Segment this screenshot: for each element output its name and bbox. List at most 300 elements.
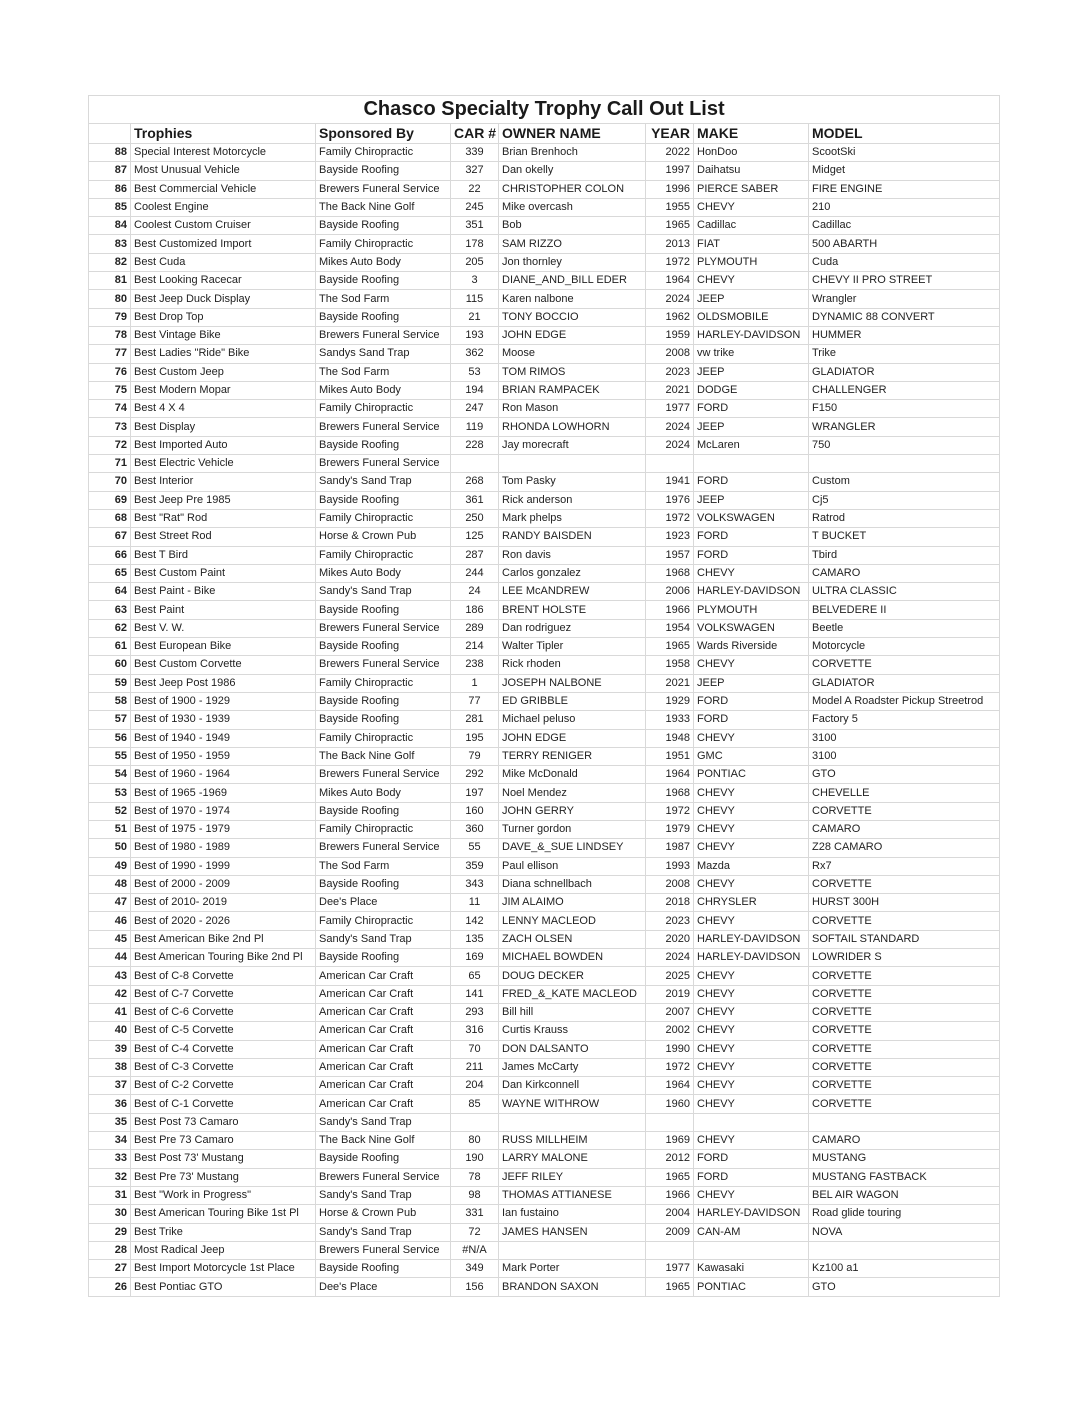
cell-trophy: Best Display <box>131 418 316 436</box>
table-row <box>89 455 1000 473</box>
cell-sponsor: Brewers Funeral Service <box>316 418 451 436</box>
cell-trophy-number: 36 <box>89 1095 131 1113</box>
cell-trophy: Best Custom Jeep <box>131 363 316 381</box>
cell-owner-name: Bob <box>499 217 646 235</box>
cell-model: CHALLENGER <box>809 381 1000 399</box>
cell-trophy: Most Unusual Vehicle <box>131 162 316 180</box>
cell-trophy-number: 41 <box>89 1003 131 1021</box>
cell-trophy: Special Interest Motorcycle <box>131 144 316 162</box>
cell-trophy-number: 84 <box>89 217 131 235</box>
cell-make: vw trike <box>694 345 809 363</box>
cell-model: GLADIATOR <box>809 363 1000 381</box>
cell-car-number <box>451 455 499 473</box>
cell-car-number: 281 <box>451 711 499 729</box>
cell-year: 1948 <box>646 729 694 747</box>
cell-year: 1964 <box>646 1077 694 1095</box>
cell-sponsor: Family Chiropractic <box>316 912 451 930</box>
cell-trophy-number: 59 <box>89 674 131 692</box>
cell-year: 1993 <box>646 857 694 875</box>
cell-year: 1972 <box>646 509 694 527</box>
cell-trophy: Best Custom Paint <box>131 564 316 582</box>
cell-trophy-number: 67 <box>89 528 131 546</box>
cell-trophy-number: 54 <box>89 766 131 784</box>
cell-make: JEEP <box>694 491 809 509</box>
table-row <box>89 1022 1000 1040</box>
cell-trophy-number: 64 <box>89 583 131 601</box>
cell-year: 2023 <box>646 912 694 930</box>
cell-make: CHRYSLER <box>694 894 809 912</box>
cell-model: CORVETTE <box>809 1003 1000 1021</box>
cell-make: DODGE <box>694 381 809 399</box>
cell-model: CORVETTE <box>809 1095 1000 1113</box>
cell-year: 1977 <box>646 400 694 418</box>
cell-trophy: Coolest Engine <box>131 198 316 216</box>
cell-trophy: Best Imported Auto <box>131 436 316 454</box>
cell-trophy: Best Custom Corvette <box>131 656 316 674</box>
cell-year: 1990 <box>646 1040 694 1058</box>
cell-sponsor: American Car Craft <box>316 967 451 985</box>
cell-model: NOVA <box>809 1223 1000 1241</box>
cell-car-number: 360 <box>451 820 499 838</box>
cell-trophy: Best Import Motorcycle 1st Place <box>131 1260 316 1278</box>
cell-make: CHEVY <box>694 1058 809 1076</box>
cell-car-number: 351 <box>451 217 499 235</box>
cell-year: 2009 <box>646 1223 694 1241</box>
cell-car-number: 349 <box>451 1260 499 1278</box>
cell-sponsor: Sandy's Sand Trap <box>316 473 451 491</box>
cell-car-number: 24 <box>451 583 499 601</box>
cell-make: CHEVY <box>694 912 809 930</box>
table-row <box>89 1168 1000 1186</box>
cell-make: CHEVY <box>694 839 809 857</box>
cell-car-number: 72 <box>451 1223 499 1241</box>
cell-trophy: Best European Bike <box>131 638 316 656</box>
cell-owner-name: Moose <box>499 345 646 363</box>
cell-make: FORD <box>694 473 809 491</box>
cell-sponsor: Family Chiropractic <box>316 144 451 162</box>
cell-trophy-number: 76 <box>89 363 131 381</box>
cell-car-number: 141 <box>451 985 499 1003</box>
cell-make: PIERCE SABER <box>694 180 809 198</box>
cell-car-number: 287 <box>451 546 499 564</box>
cell-sponsor: Sandy's Sand Trap <box>316 930 451 948</box>
cell-owner-name: Karen nalbone <box>499 290 646 308</box>
cell-sponsor: Bayside Roofing <box>316 217 451 235</box>
cell-owner-name: TERRY RENIGER <box>499 747 646 765</box>
cell-car-number: 244 <box>451 564 499 582</box>
cell-trophy: Best T Bird <box>131 546 316 564</box>
cell-owner-name: THOMAS ATTIANESE <box>499 1186 646 1204</box>
cell-sponsor: American Car Craft <box>316 1040 451 1058</box>
cell-trophy-number: 56 <box>89 729 131 747</box>
cell-year: 2020 <box>646 930 694 948</box>
cell-model: Beetle <box>809 619 1000 637</box>
cell-owner-name: Mike McDonald <box>499 766 646 784</box>
cell-model: Tbird <box>809 546 1000 564</box>
cell-trophy-number: 60 <box>89 656 131 674</box>
cell-owner-name: BRIAN RAMPACEK <box>499 381 646 399</box>
cell-sponsor: American Car Craft <box>316 1095 451 1113</box>
cell-model: MUSTANG FASTBACK <box>809 1168 1000 1186</box>
cell-model <box>809 1241 1000 1259</box>
cell-model: Wrangler <box>809 290 1000 308</box>
cell-sponsor: Brewers Funeral Service <box>316 619 451 637</box>
cell-trophy: Best of 1940 - 1949 <box>131 729 316 747</box>
cell-car-number: 65 <box>451 967 499 985</box>
cell-year: 1966 <box>646 1186 694 1204</box>
table-row <box>89 326 1000 344</box>
cell-sponsor: Bayside Roofing <box>316 436 451 454</box>
cell-trophy-number: 46 <box>89 912 131 930</box>
cell-sponsor: Bayside Roofing <box>316 272 451 290</box>
table-row <box>89 1095 1000 1113</box>
table-row <box>89 1003 1000 1021</box>
cell-car-number: 11 <box>451 894 499 912</box>
cell-owner-name: Dan rodriguez <box>499 619 646 637</box>
cell-trophy: Best 4 X 4 <box>131 400 316 418</box>
cell-sponsor: Bayside Roofing <box>316 308 451 326</box>
cell-year: 1965 <box>646 1168 694 1186</box>
table-row <box>89 1205 1000 1223</box>
cell-owner-name: Curtis Krauss <box>499 1022 646 1040</box>
table-row <box>89 949 1000 967</box>
cell-year: 2012 <box>646 1150 694 1168</box>
cell-year: 1965 <box>646 1278 694 1296</box>
cell-car-number: 160 <box>451 802 499 820</box>
cell-owner-name <box>499 455 646 473</box>
cell-model: Custom <box>809 473 1000 491</box>
cell-car-number: 70 <box>451 1040 499 1058</box>
cell-car-number: 156 <box>451 1278 499 1296</box>
cell-sponsor: Bayside Roofing <box>316 638 451 656</box>
cell-owner-name: BRENT HOLSTE <box>499 601 646 619</box>
cell-owner-name: Mike overcash <box>499 198 646 216</box>
table-row <box>89 674 1000 692</box>
cell-year: 2007 <box>646 1003 694 1021</box>
cell-year: 1996 <box>646 180 694 198</box>
table-row <box>89 1278 1000 1296</box>
cell-make: VOLKSWAGEN <box>694 619 809 637</box>
cell-owner-name: Paul ellison <box>499 857 646 875</box>
cell-car-number: 204 <box>451 1077 499 1095</box>
cell-make: CHEVY <box>694 820 809 838</box>
cell-model: Kz100 a1 <box>809 1260 1000 1278</box>
cell-owner-name: Bill hill <box>499 1003 646 1021</box>
cell-model: CORVETTE <box>809 1077 1000 1095</box>
cell-trophy-number: 51 <box>89 820 131 838</box>
table-row <box>89 766 1000 784</box>
table-row <box>89 509 1000 527</box>
cell-sponsor: Bayside Roofing <box>316 875 451 893</box>
cell-sponsor: Mikes Auto Body <box>316 381 451 399</box>
header-model: MODEL <box>809 124 1000 144</box>
cell-sponsor: Sandys Sand Trap <box>316 345 451 363</box>
cell-owner-name: Diana schnellbach <box>499 875 646 893</box>
cell-make: CHEVY <box>694 875 809 893</box>
cell-make: OLDSMOBILE <box>694 308 809 326</box>
cell-year <box>646 1113 694 1131</box>
cell-sponsor: Mikes Auto Body <box>316 784 451 802</box>
cell-owner-name: FRED_&_KATE MACLEOD <box>499 985 646 1003</box>
cell-sponsor: Horse & Crown Pub <box>316 528 451 546</box>
table-row <box>89 711 1000 729</box>
cell-year: 2024 <box>646 418 694 436</box>
cell-model: CHEVELLE <box>809 784 1000 802</box>
table-row <box>89 1260 1000 1278</box>
cell-year: 1969 <box>646 1132 694 1150</box>
cell-model: CORVETTE <box>809 912 1000 930</box>
cell-model: GTO <box>809 1278 1000 1296</box>
cell-trophy-number: 43 <box>89 967 131 985</box>
cell-car-number: 197 <box>451 784 499 802</box>
cell-make <box>694 455 809 473</box>
table-row <box>89 162 1000 180</box>
cell-sponsor: The Sod Farm <box>316 857 451 875</box>
cell-sponsor: American Car Craft <box>316 1003 451 1021</box>
cell-trophy-number: 80 <box>89 290 131 308</box>
table-row <box>89 528 1000 546</box>
cell-owner-name: Mark Porter <box>499 1260 646 1278</box>
cell-sponsor: Bayside Roofing <box>316 711 451 729</box>
cell-model: Trike <box>809 345 1000 363</box>
cell-trophy: Best Cuda <box>131 253 316 271</box>
cell-make: JEEP <box>694 418 809 436</box>
cell-car-number: 228 <box>451 436 499 454</box>
cell-make: CHEVY <box>694 1186 809 1204</box>
cell-sponsor: Horse & Crown Pub <box>316 1205 451 1223</box>
cell-year: 2021 <box>646 381 694 399</box>
cell-make: CHEVY <box>694 1022 809 1040</box>
table-row <box>89 857 1000 875</box>
cell-make: FORD <box>694 400 809 418</box>
title-row <box>89 96 1000 124</box>
cell-make: CHEVY <box>694 729 809 747</box>
cell-model: FIRE ENGINE <box>809 180 1000 198</box>
cell-owner-name: BRANDON SAXON <box>499 1278 646 1296</box>
cell-year: 1968 <box>646 564 694 582</box>
cell-sponsor: Brewers Funeral Service <box>316 455 451 473</box>
cell-car-number: 178 <box>451 235 499 253</box>
cell-trophy-number: 87 <box>89 162 131 180</box>
cell-trophy: Best Drop Top <box>131 308 316 326</box>
cell-owner-name: TOM RIMOS <box>499 363 646 381</box>
cell-owner-name: JOHN GERRY <box>499 802 646 820</box>
cell-sponsor: American Car Craft <box>316 1058 451 1076</box>
cell-year: 1962 <box>646 308 694 326</box>
cell-make: JEEP <box>694 290 809 308</box>
cell-trophy: Best Modern Mopar <box>131 381 316 399</box>
cell-year: 1941 <box>646 473 694 491</box>
cell-trophy-number: 49 <box>89 857 131 875</box>
cell-sponsor: American Car Craft <box>316 985 451 1003</box>
cell-sponsor: Dee's Place <box>316 894 451 912</box>
cell-car-number: 3 <box>451 272 499 290</box>
cell-owner-name <box>499 1241 646 1259</box>
cell-model: F150 <box>809 400 1000 418</box>
cell-trophy-number: 85 <box>89 198 131 216</box>
cell-make: HARLEY-DAVIDSON <box>694 583 809 601</box>
table-row <box>89 784 1000 802</box>
cell-year: 1923 <box>646 528 694 546</box>
header-car-number: CAR # <box>451 124 499 144</box>
cell-make: FIAT <box>694 235 809 253</box>
cell-year: 2004 <box>646 1205 694 1223</box>
cell-year: 1977 <box>646 1260 694 1278</box>
cell-model: Rx7 <box>809 857 1000 875</box>
table-row <box>89 400 1000 418</box>
cell-owner-name: ED GRIBBLE <box>499 692 646 710</box>
cell-trophy: Best American Touring Bike 1st Pl <box>131 1205 316 1223</box>
cell-sponsor: Bayside Roofing <box>316 802 451 820</box>
cell-trophy: Best American Touring Bike 2nd Pl <box>131 949 316 967</box>
cell-year: 1954 <box>646 619 694 637</box>
cell-owner-name: RANDY BAISDEN <box>499 528 646 546</box>
cell-model: T BUCKET <box>809 528 1000 546</box>
cell-year: 2025 <box>646 967 694 985</box>
cell-owner-name: DAVE_&_SUE LINDSEY <box>499 839 646 857</box>
table-row <box>89 692 1000 710</box>
cell-model: CHEVY II PRO STREET <box>809 272 1000 290</box>
cell-trophy-number: 48 <box>89 875 131 893</box>
cell-make: HARLEY-DAVIDSON <box>694 949 809 967</box>
cell-trophy: Best of C-2 Corvette <box>131 1077 316 1095</box>
cell-car-number: 125 <box>451 528 499 546</box>
cell-trophy: Best Pre 73' Mustang <box>131 1168 316 1186</box>
cell-trophy-number: 44 <box>89 949 131 967</box>
cell-year: 1951 <box>646 747 694 765</box>
cell-make: CHEVY <box>694 967 809 985</box>
cell-owner-name: CHRISTOPHER COLON <box>499 180 646 198</box>
cell-model: CORVETTE <box>809 875 1000 893</box>
cell-owner-name: DOUG DECKER <box>499 967 646 985</box>
cell-model: CAMARO <box>809 820 1000 838</box>
cell-sponsor: Brewers Funeral Service <box>316 1168 451 1186</box>
table-row <box>89 729 1000 747</box>
cell-sponsor: Bayside Roofing <box>316 692 451 710</box>
cell-trophy-number: 68 <box>89 509 131 527</box>
cell-model: 750 <box>809 436 1000 454</box>
cell-make: CHEVY <box>694 1132 809 1150</box>
cell-trophy-number: 40 <box>89 1022 131 1040</box>
cell-sponsor: Family Chiropractic <box>316 509 451 527</box>
cell-sponsor: Brewers Funeral Service <box>316 1241 451 1259</box>
cell-trophy-number: 78 <box>89 326 131 344</box>
cell-model: 210 <box>809 198 1000 216</box>
cell-car-number: 135 <box>451 930 499 948</box>
cell-year: 2008 <box>646 875 694 893</box>
cell-car-number: 77 <box>451 692 499 710</box>
cell-trophy: Best Pre 73 Camaro <box>131 1132 316 1150</box>
table-row <box>89 1058 1000 1076</box>
cell-owner-name: Ian fustaino <box>499 1205 646 1223</box>
cell-trophy: Best V. W. <box>131 619 316 637</box>
table-row <box>89 875 1000 893</box>
cell-trophy-number: 57 <box>89 711 131 729</box>
cell-owner-name: WAYNE WITHROW <box>499 1095 646 1113</box>
cell-owner-name: James McCarty <box>499 1058 646 1076</box>
cell-owner-name: JAMES HANSEN <box>499 1223 646 1241</box>
cell-model: Cj5 <box>809 491 1000 509</box>
cell-make: PONTIAC <box>694 766 809 784</box>
cell-trophy: Best of C-7 Corvette <box>131 985 316 1003</box>
cell-model: CORVETTE <box>809 967 1000 985</box>
cell-car-number: 361 <box>451 491 499 509</box>
cell-owner-name: Carlos gonzalez <box>499 564 646 582</box>
cell-owner-name: LENNY MACLEOD <box>499 912 646 930</box>
table-row <box>89 1113 1000 1131</box>
cell-owner-name: Brian Brenhoch <box>499 144 646 162</box>
cell-owner-name: Michael peluso <box>499 711 646 729</box>
cell-trophy: Best Paint - Bike <box>131 583 316 601</box>
cell-trophy: Best Electric Vehicle <box>131 455 316 473</box>
cell-car-number: 142 <box>451 912 499 930</box>
table-row <box>89 1132 1000 1150</box>
cell-make: HARLEY-DAVIDSON <box>694 1205 809 1223</box>
cell-owner-name: MICHAEL BOWDEN <box>499 949 646 967</box>
cell-make: CAN-AM <box>694 1223 809 1241</box>
cell-car-number: 1 <box>451 674 499 692</box>
cell-trophy-number: 88 <box>89 144 131 162</box>
table-row <box>89 491 1000 509</box>
cell-trophy: Best of 1960 - 1964 <box>131 766 316 784</box>
cell-year: 1997 <box>646 162 694 180</box>
cell-car-number: 190 <box>451 1150 499 1168</box>
cell-sponsor: Brewers Funeral Service <box>316 839 451 857</box>
cell-car-number: 55 <box>451 839 499 857</box>
cell-owner-name: DON DALSANTO <box>499 1040 646 1058</box>
cell-model: CORVETTE <box>809 802 1000 820</box>
cell-trophy: Best of 2020 - 2026 <box>131 912 316 930</box>
cell-car-number: 362 <box>451 345 499 363</box>
cell-sponsor: The Back Nine Golf <box>316 198 451 216</box>
cell-trophy-number: 82 <box>89 253 131 271</box>
cell-make: FORD <box>694 528 809 546</box>
cell-model: Cuda <box>809 253 1000 271</box>
cell-trophy: Best Trike <box>131 1223 316 1241</box>
table-row <box>89 345 1000 363</box>
cell-make: CHEVY <box>694 656 809 674</box>
cell-owner-name: LEE McANDREW <box>499 583 646 601</box>
cell-make <box>694 1241 809 1259</box>
cell-model: DYNAMIC 88 CONVERT <box>809 308 1000 326</box>
cell-owner-name: Rick rhoden <box>499 656 646 674</box>
cell-owner-name: Jon thornley <box>499 253 646 271</box>
cell-make: HARLEY-DAVIDSON <box>694 326 809 344</box>
cell-year: 2008 <box>646 345 694 363</box>
cell-trophy-number: 52 <box>89 802 131 820</box>
header-make: MAKE <box>694 124 809 144</box>
cell-owner-name: Mark phelps <box>499 509 646 527</box>
table-row <box>89 290 1000 308</box>
table-row <box>89 1241 1000 1259</box>
cell-make: JEEP <box>694 363 809 381</box>
header-num <box>89 124 131 144</box>
cell-year: 1955 <box>646 198 694 216</box>
cell-model: CORVETTE <box>809 1058 1000 1076</box>
cell-make: CHEVY <box>694 1077 809 1095</box>
cell-make: JEEP <box>694 674 809 692</box>
cell-year: 2024 <box>646 290 694 308</box>
cell-sponsor: Family Chiropractic <box>316 820 451 838</box>
cell-year <box>646 1241 694 1259</box>
cell-car-number: 343 <box>451 875 499 893</box>
cell-year: 1976 <box>646 491 694 509</box>
cell-car-number: 289 <box>451 619 499 637</box>
cell-sponsor: Dee's Place <box>316 1278 451 1296</box>
cell-car-number: 250 <box>451 509 499 527</box>
table-row <box>89 930 1000 948</box>
cell-trophy-number: 71 <box>89 455 131 473</box>
